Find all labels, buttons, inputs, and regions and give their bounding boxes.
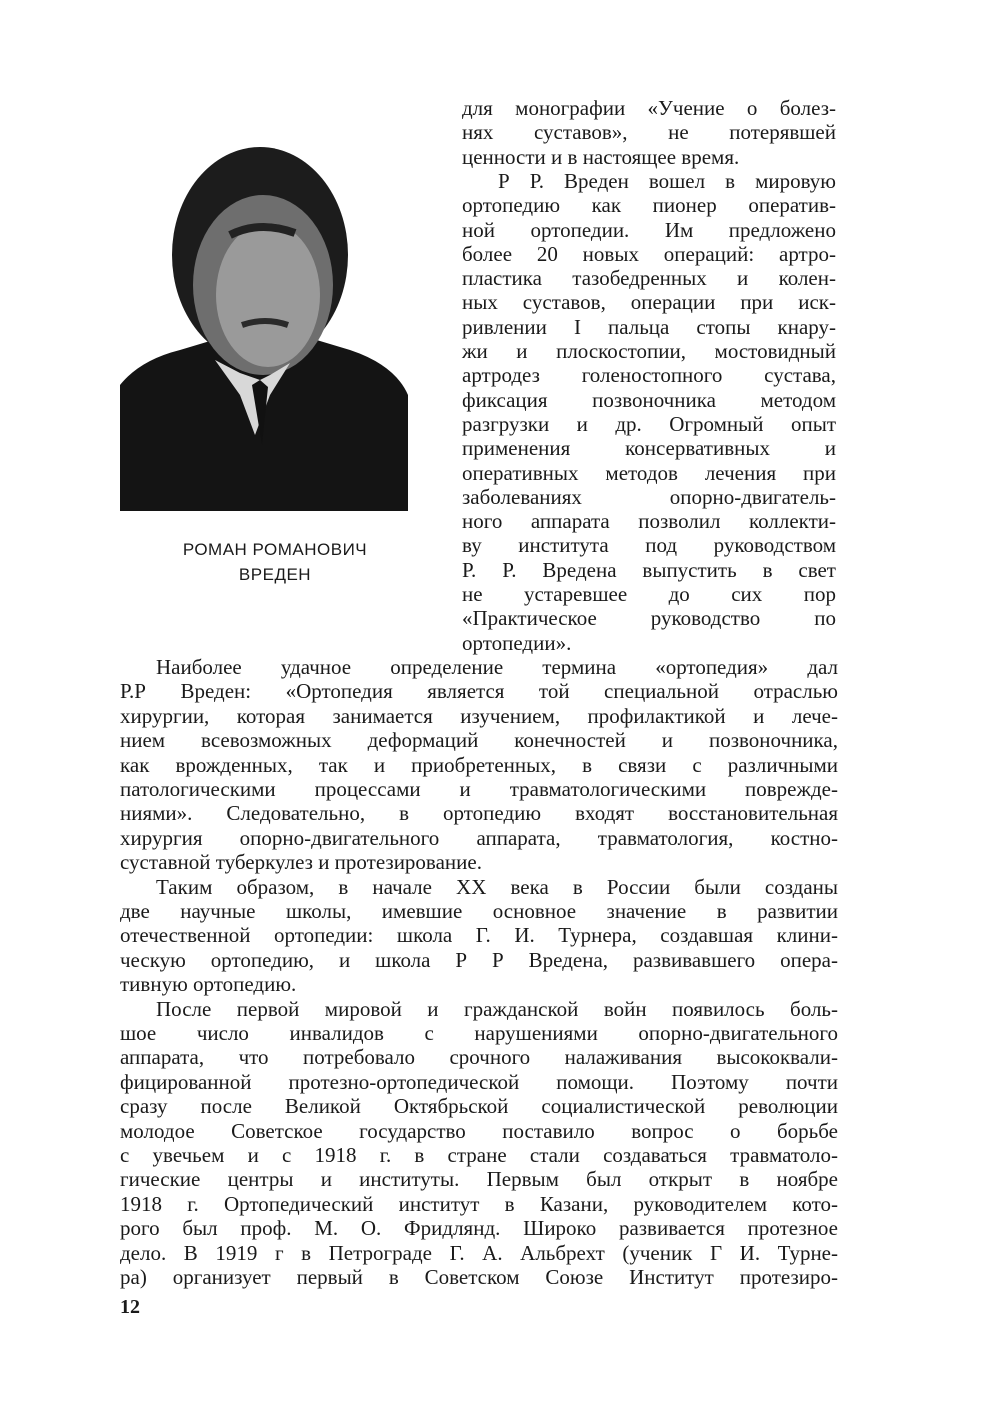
portrait-photo [120,135,408,511]
text-line: пластика тазобедренных и колен- [462,266,836,291]
text-line: молодое Советское государство поставило вопрос о борьбе [120,1118,838,1143]
text-line: Р. Р. Вредена выпустить в свет [462,557,836,582]
text-line: более 20 новых операций: артро- [462,241,836,266]
text-line: Наиболее удачное определение термина «ортопедия» дал [156,655,838,679]
text-line: ра) организует первый в Советском Союзе Институт протезиро- [120,1265,838,1289]
text-line: ортопедию как пионер оператив- [462,193,836,218]
text-line: Таким образом, в начале XX века в России были созданы [156,874,838,899]
text-line: жи и плоскостопии, мостовидный [462,339,836,363]
photo-caption-name: РОМАН РОМАНОВИЧ [182,540,368,559]
text-line: аппарата, что потребовало срочного налаживания высококвали- [120,1045,838,1070]
text-line: ценности и в настоящее время. [462,144,740,169]
text-line: гические центры и институты. Первым был открыт в ноябре [120,1167,838,1192]
text-line: «Практическое руководство по [462,606,836,631]
text-line: отечественной ортопедии: школа Г. И. Турнера, создавшая клини- [120,923,838,948]
text-line: нием всевозможных деформаций конечностей и позвоночника, [120,728,838,753]
text-line: сразу после Великой Октябрьской социалистической революции [120,1094,838,1119]
text-line: ривлении I пальца стопы кнару- [462,314,836,339]
text-line: Р Р. Вреден вошел в мировую [498,168,836,193]
text-line: шое число инвалидов с нарушениями опорно-двигательного [120,1021,838,1045]
text-line: ортопедии». [462,630,572,655]
text-line: оперативных методов лечения при [462,460,836,485]
text-line: ного аппарата позволил коллекти- [462,509,836,534]
text-line: 1918 г. Ортопедический институт в Казани, руководителем кото- [120,1191,838,1216]
page-number: 12 [120,1296,140,1318]
text-line: хирургии, которая занимается изучением, профилактикой и лече- [120,703,838,728]
text-line: ческую ортопедию, и школа Р Р Вредена, развивавшего опера- [120,947,838,972]
text-line: как врожденных, так и приобретенных, в связи с различными [120,752,838,777]
text-line: не устаревшее до сих пор [462,582,836,606]
text-line: с увечьем и с 1918 г. в стране стали создаваться травматоло- [120,1143,838,1167]
text-line: фиксация позвоночника методом [462,387,836,412]
text-line: суставной туберкулез и протезирование. [120,850,482,875]
text-line: ной ортопедии. Им предложено [462,217,836,242]
text-line: Р.Р Вреден: «Ортопедия является той специальной отраслью [120,679,838,704]
text-line: нях суставов», не потерявшей [462,120,836,145]
text-line: применения консервативных и [462,436,836,461]
photo-caption-surname: ВРЕДЕН [238,565,312,584]
text-line: патологическими процессами и травматологическими поврежде- [120,777,838,801]
text-line: хирургия опорно-двигательного аппарата, травматология, костно- [120,825,838,850]
text-line: ниями». Следовательно, в ортопедию входят восстановительная [120,801,838,826]
text-line: ных суставов, операции при иск- [462,290,836,315]
text-line: заболеваниях опорно-двигатель- [462,484,836,509]
text-line: рого был проф. М. О. Фридлянд. Широко развивается протезное [120,1216,838,1241]
text-line: артродез голеностопного сустава, [462,363,836,388]
text-line: разгрузки и др. Огромный опыт [462,411,836,436]
text-line: для монографии «Учение о болез- [462,96,836,120]
text-line: тивную ортопедию. [120,972,297,997]
text-line: дело. В 1919 г в Петрограде Г. А. Альбрехт (ученик Г И. Турне- [120,1240,838,1265]
text-line: ву института под руководством [462,533,836,558]
text-line: две научные школы, имевшие основное значение в развитии [120,899,838,923]
text-line: фицированной протезно-ортопедической помощи. Поэтому почти [120,1069,838,1094]
text-line: После первой мировой и гражданской войн появилось боль- [156,996,838,1021]
